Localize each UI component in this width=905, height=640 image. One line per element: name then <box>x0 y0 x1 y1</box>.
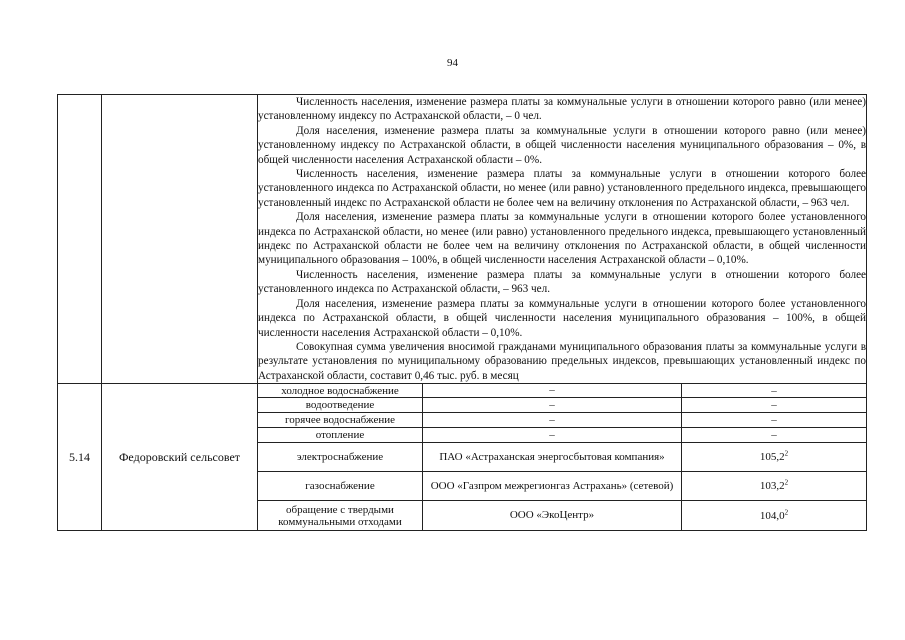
provider-name: ПАО «Астраханская энергосбытовая компания» <box>423 443 682 472</box>
paragraph: Доля населения, изменение размера платы за коммунальные услуги в отношении которого более установленного индекса по Астраханской области, в общей численности населения муниципального образования – 100%, в общей численности населения Астраханской области – 0,10%. <box>258 297 867 339</box>
paragraph: Доля населения, изменение размера платы за коммунальные услуги в отношении которого более установленного индекса по Астраханской области, но менее (или равно) установленного предельного индекса, превышающего установленный индекс по Астраханской области не более чем на величину отклонения по Астраханской области, в общей численности муниципального образования – 100%, в общей численности населения Астраханской области – 0,10%. <box>258 211 867 267</box>
footnote-mark: 2 <box>784 478 789 487</box>
utility-type: холодное водоснабжение <box>258 384 423 398</box>
utility-type: водоотведение <box>258 398 423 413</box>
paragraph: Численность населения, изменение размера платы за коммунальные услуги в отношении которого более установленного индекса по Астраханской области, но менее (или равно) установленного предельного индекса, превышающего установленный индекс по Астраханской области не более чем на величину отклонения по Астраханской области, – 963 чел. <box>258 168 867 209</box>
paragraph: Численность населения, изменение размера платы за коммунальные услуги в отношении которого равно (или менее) установленному индексу по Астраханской области, – 0 чел. <box>258 96 867 123</box>
provider-name: – <box>423 384 682 398</box>
document-table <box>57 94 867 531</box>
description-text-cell <box>258 95 867 384</box>
empty-number-cell <box>58 95 102 384</box>
paragraph: Доля населения, изменение размера платы за коммунальные услуги в отношении которого равно (или менее) установленному индексу по Астраханской области, в общей численности населения муниципального образования – 0%, в общей численности населения Астраханской области – 0%. <box>258 124 867 166</box>
provider-name: ООО «Газпром межрегионгаз Астрахань» (сетевой) <box>423 472 682 501</box>
footnote-mark: 2 <box>784 507 789 516</box>
paragraph: Совокупная сумма увеличения вносимой гражданами муниципального образования платы за коммунальные услуги в результате установления по муниципальному образованию предельных индексов, превышающих установленный индекс по Астраханской области, составит 0,46 тыс. руб. в месяц <box>258 340 867 382</box>
utility-type: газоснабжение <box>258 472 423 501</box>
continuation-row <box>58 95 867 384</box>
row-number: 5.14 <box>58 384 102 531</box>
utility-type: обращение с твердыми коммунальными отходами <box>258 501 423 531</box>
table-row <box>58 384 867 398</box>
utility-type: горячее водоснабжение <box>258 413 423 428</box>
empty-name-cell <box>102 95 258 384</box>
footnote-mark: 2 <box>784 449 789 458</box>
index-value: – <box>682 398 867 413</box>
municipality-name: Федоровский сельсовет <box>102 384 258 531</box>
utility-type: электроснабжение <box>258 443 423 472</box>
utility-type: отопление <box>258 428 423 443</box>
index-value: – <box>682 428 867 443</box>
index-value: – <box>682 413 867 428</box>
index-value: – <box>682 384 867 398</box>
provider-name: – <box>423 428 682 443</box>
index-value: 103,2$^2$ <box>682 472 867 501</box>
index-value: 104,0$^2$ <box>682 501 867 531</box>
provider-name: – <box>423 398 682 413</box>
provider-name: – <box>423 413 682 428</box>
page-number: 94 <box>447 57 458 69</box>
paragraph: Численность населения, изменение размера платы за коммунальные услуги в отношении которого более установленного индекса по Астраханской области, – 963 чел. <box>258 268 867 296</box>
index-value: 105,2$^2$ <box>682 443 867 472</box>
provider-name: ООО «ЭкоЦентр» <box>423 501 682 531</box>
